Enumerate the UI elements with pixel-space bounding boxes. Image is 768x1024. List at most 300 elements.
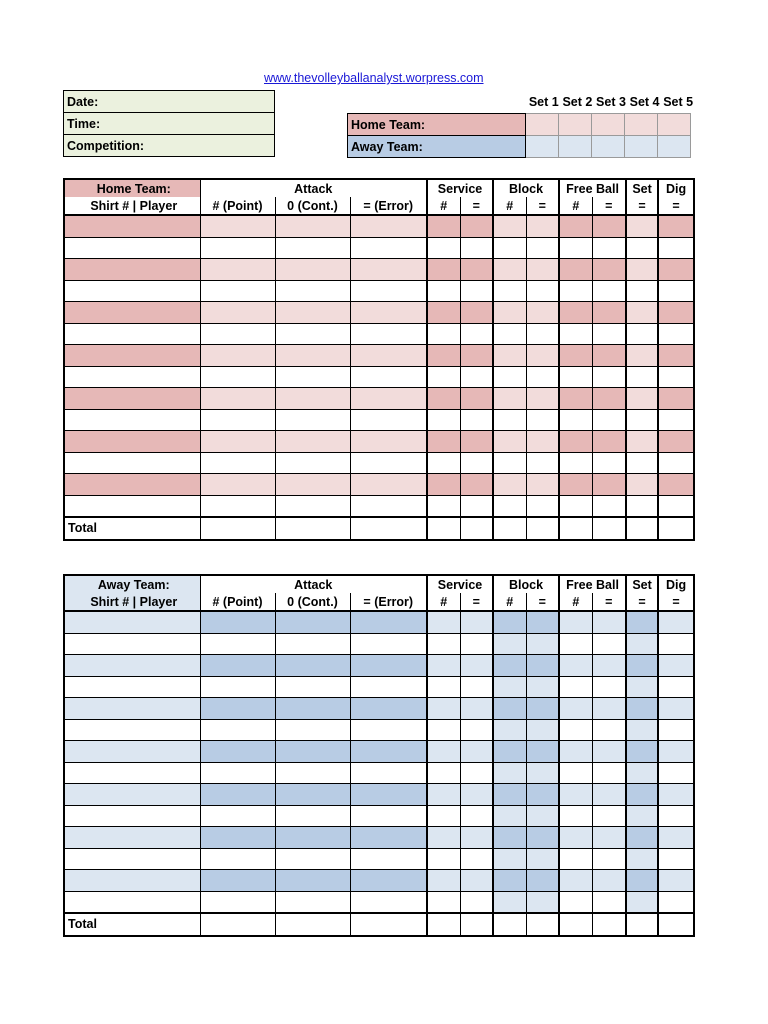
stat-cell[interactable] [592,280,626,302]
stat-cell[interactable] [658,655,694,677]
stat-cell[interactable] [460,237,493,259]
stat-cell[interactable] [493,655,526,677]
stat-cell[interactable] [493,302,526,324]
stat-cell[interactable] [658,827,694,849]
stat-cell[interactable] [200,805,275,827]
stat-cell[interactable] [526,848,559,870]
stat-cell[interactable] [350,891,427,913]
stat-cell[interactable] [658,474,694,496]
stat-cell[interactable] [200,345,275,367]
stat-cell[interactable] [493,215,526,237]
stat-cell[interactable] [350,827,427,849]
player-name-cell[interactable] [64,431,200,453]
stat-cell[interactable] [275,366,350,388]
stat-cell[interactable] [493,237,526,259]
stat-cell[interactable] [493,719,526,741]
stat-cell[interactable] [200,611,275,633]
player-name-cell[interactable] [64,741,200,763]
stat-cell[interactable] [526,719,559,741]
stat-cell[interactable] [427,611,460,633]
stat-cell[interactable] [658,409,694,431]
stat-cell[interactable] [626,431,658,453]
stat-cell[interactable] [526,409,559,431]
score-cell[interactable] [559,136,592,158]
stat-cell[interactable] [526,633,559,655]
stat-cell[interactable] [427,676,460,698]
stat-cell[interactable] [526,891,559,913]
stat-cell[interactable] [559,762,592,784]
stat-cell[interactable] [526,655,559,677]
stat-cell[interactable] [427,698,460,720]
stat-cell[interactable] [350,388,427,410]
stat-cell[interactable] [559,891,592,913]
stat-cell[interactable] [350,431,427,453]
stat-cell[interactable] [200,762,275,784]
stat-cell[interactable] [559,676,592,698]
stat-cell[interactable] [626,517,658,540]
stat-cell[interactable] [493,495,526,517]
stat-cell[interactable] [626,409,658,431]
stat-cell[interactable] [427,431,460,453]
stat-cell[interactable] [493,388,526,410]
stat-cell[interactable] [559,409,592,431]
stat-cell[interactable] [275,259,350,281]
stat-cell[interactable] [200,633,275,655]
stat-cell[interactable] [493,848,526,870]
stat-cell[interactable] [275,474,350,496]
stat-cell[interactable] [559,431,592,453]
stat-cell[interactable] [658,891,694,913]
stat-cell[interactable] [493,762,526,784]
stat-cell[interactable] [200,366,275,388]
stat-cell[interactable] [559,345,592,367]
stat-cell[interactable] [626,259,658,281]
stat-cell[interactable] [626,323,658,345]
stat-cell[interactable] [427,452,460,474]
stat-cell[interactable] [658,698,694,720]
stat-cell[interactable] [200,655,275,677]
stat-cell[interactable] [626,452,658,474]
score-cell[interactable] [526,114,559,136]
stat-cell[interactable] [626,345,658,367]
stat-cell[interactable] [493,891,526,913]
stat-cell[interactable] [658,913,694,936]
stat-cell[interactable] [460,633,493,655]
stat-cell[interactable] [493,827,526,849]
stat-cell[interactable] [626,827,658,849]
stat-cell[interactable] [427,409,460,431]
stat-cell[interactable] [559,698,592,720]
stat-cell[interactable] [493,431,526,453]
stat-cell[interactable] [200,302,275,324]
player-name-cell[interactable] [64,495,200,517]
stat-cell[interactable] [200,848,275,870]
stat-cell[interactable] [427,302,460,324]
stat-cell[interactable] [592,611,626,633]
player-name-cell[interactable] [64,611,200,633]
stat-cell[interactable] [626,611,658,633]
stat-cell[interactable] [493,698,526,720]
stat-cell[interactable] [626,805,658,827]
stat-cell[interactable] [460,655,493,677]
stat-cell[interactable] [658,237,694,259]
player-name-cell[interactable] [64,323,200,345]
stat-cell[interactable] [427,913,460,936]
stat-cell[interactable] [559,259,592,281]
stat-cell[interactable] [275,633,350,655]
stat-cell[interactable] [460,848,493,870]
stat-cell[interactable] [460,345,493,367]
score-cell[interactable] [559,114,592,136]
stat-cell[interactable] [460,409,493,431]
stat-cell[interactable] [350,805,427,827]
stat-cell[interactable] [493,784,526,806]
stat-cell[interactable] [526,431,559,453]
stat-cell[interactable] [460,323,493,345]
stat-cell[interactable] [350,655,427,677]
stat-cell[interactable] [275,805,350,827]
stat-cell[interactable] [626,762,658,784]
stat-cell[interactable] [559,517,592,540]
stat-cell[interactable] [526,827,559,849]
stat-cell[interactable] [592,345,626,367]
stat-cell[interactable] [493,805,526,827]
stat-cell[interactable] [350,345,427,367]
stat-cell[interactable] [493,280,526,302]
score-cell[interactable] [625,114,658,136]
stat-cell[interactable] [658,431,694,453]
stat-cell[interactable] [427,827,460,849]
stat-cell[interactable] [275,891,350,913]
stat-cell[interactable] [460,913,493,936]
stat-cell[interactable] [427,655,460,677]
player-name-cell[interactable] [64,698,200,720]
stat-cell[interactable] [526,805,559,827]
stat-cell[interactable] [427,633,460,655]
stat-cell[interactable] [200,388,275,410]
player-name-cell[interactable] [64,848,200,870]
stat-cell[interactable] [427,848,460,870]
stat-cell[interactable] [658,633,694,655]
stat-cell[interactable] [559,741,592,763]
player-name-cell[interactable] [64,784,200,806]
stat-cell[interactable] [350,280,427,302]
stat-cell[interactable] [626,280,658,302]
stat-cell[interactable] [427,474,460,496]
stat-cell[interactable] [592,259,626,281]
stat-cell[interactable] [350,762,427,784]
stat-cell[interactable] [526,452,559,474]
stat-cell[interactable] [275,784,350,806]
stat-cell[interactable] [200,827,275,849]
player-name-cell[interactable] [64,805,200,827]
player-name-cell[interactable] [64,633,200,655]
stat-cell[interactable] [626,698,658,720]
stat-cell[interactable] [626,913,658,936]
stat-cell[interactable] [626,741,658,763]
stat-cell[interactable] [526,345,559,367]
stat-cell[interactable] [275,655,350,677]
stat-cell[interactable] [200,698,275,720]
score-cell[interactable] [658,136,691,158]
stat-cell[interactable] [350,452,427,474]
stat-cell[interactable] [427,259,460,281]
stat-cell[interactable] [626,676,658,698]
stat-cell[interactable] [350,784,427,806]
stat-cell[interactable] [200,431,275,453]
stat-cell[interactable] [275,431,350,453]
score-cell[interactable] [526,136,559,158]
stat-cell[interactable] [526,698,559,720]
score-cell[interactable] [592,114,625,136]
stat-cell[interactable] [460,805,493,827]
stat-cell[interactable] [626,870,658,892]
stat-cell[interactable] [559,323,592,345]
stat-cell[interactable] [275,215,350,237]
player-name-cell[interactable] [64,366,200,388]
stat-cell[interactable] [493,913,526,936]
stat-cell[interactable] [592,891,626,913]
stat-cell[interactable] [275,848,350,870]
stat-cell[interactable] [460,366,493,388]
website-link[interactable]: www.thevolleyballanalyst.worpress.com [264,71,484,85]
stat-cell[interactable] [592,215,626,237]
stat-cell[interactable] [275,409,350,431]
player-name-cell[interactable] [64,891,200,913]
stat-cell[interactable] [658,280,694,302]
stat-cell[interactable] [526,366,559,388]
stat-cell[interactable] [275,611,350,633]
stat-cell[interactable] [350,215,427,237]
stat-cell[interactable] [526,259,559,281]
stat-cell[interactable] [658,517,694,540]
stat-cell[interactable] [592,805,626,827]
player-name-cell[interactable] [64,452,200,474]
stat-cell[interactable] [350,517,427,540]
stat-cell[interactable] [275,762,350,784]
stat-cell[interactable] [200,517,275,540]
stat-cell[interactable] [559,474,592,496]
score-cell[interactable] [625,136,658,158]
stat-cell[interactable] [427,870,460,892]
stat-cell[interactable] [592,366,626,388]
time-field[interactable]: Time: [64,113,275,135]
stat-cell[interactable] [200,719,275,741]
player-name-cell[interactable] [64,388,200,410]
stat-cell[interactable] [658,452,694,474]
stat-cell[interactable] [350,474,427,496]
stat-cell[interactable] [559,452,592,474]
stat-cell[interactable] [200,870,275,892]
stat-cell[interactable] [626,784,658,806]
stat-cell[interactable] [427,741,460,763]
stat-cell[interactable] [350,302,427,324]
stat-cell[interactable] [592,237,626,259]
stat-cell[interactable] [559,848,592,870]
stat-cell[interactable] [275,719,350,741]
stat-cell[interactable] [200,741,275,763]
stat-cell[interactable] [275,280,350,302]
stat-cell[interactable] [493,452,526,474]
stat-cell[interactable] [658,302,694,324]
stat-cell[interactable] [493,345,526,367]
stat-cell[interactable] [626,633,658,655]
player-name-cell[interactable] [64,302,200,324]
stat-cell[interactable] [275,323,350,345]
stat-cell[interactable] [592,409,626,431]
stat-cell[interactable] [526,237,559,259]
stat-cell[interactable] [592,388,626,410]
stat-cell[interactable] [658,215,694,237]
stat-cell[interactable] [460,495,493,517]
stat-cell[interactable] [526,302,559,324]
stat-cell[interactable] [427,388,460,410]
stat-cell[interactable] [493,633,526,655]
stat-cell[interactable] [275,517,350,540]
stat-cell[interactable] [350,366,427,388]
stat-cell[interactable] [592,431,626,453]
stat-cell[interactable] [460,517,493,540]
stat-cell[interactable] [592,474,626,496]
stat-cell[interactable] [592,698,626,720]
stat-cell[interactable] [592,719,626,741]
stat-cell[interactable] [350,698,427,720]
stat-cell[interactable] [626,474,658,496]
stat-cell[interactable] [493,409,526,431]
stat-cell[interactable] [526,913,559,936]
player-name-cell[interactable] [64,870,200,892]
stat-cell[interactable] [526,280,559,302]
stat-cell[interactable] [493,323,526,345]
stat-cell[interactable] [493,676,526,698]
score-cell[interactable] [592,136,625,158]
stat-cell[interactable] [200,452,275,474]
stat-cell[interactable] [626,366,658,388]
stat-cell[interactable] [460,611,493,633]
stat-cell[interactable] [592,495,626,517]
stat-cell[interactable] [592,913,626,936]
stat-cell[interactable] [200,237,275,259]
stat-cell[interactable] [526,388,559,410]
stat-cell[interactable] [460,762,493,784]
stat-cell[interactable] [200,784,275,806]
stat-cell[interactable] [200,676,275,698]
stat-cell[interactable] [350,719,427,741]
stat-cell[interactable] [526,495,559,517]
stat-cell[interactable] [493,259,526,281]
stat-cell[interactable] [658,495,694,517]
stat-cell[interactable] [350,611,427,633]
stat-cell[interactable] [275,452,350,474]
stat-cell[interactable] [460,827,493,849]
stat-cell[interactable] [526,474,559,496]
stat-cell[interactable] [427,215,460,237]
stat-cell[interactable] [460,891,493,913]
stat-cell[interactable] [493,741,526,763]
stat-cell[interactable] [658,366,694,388]
stat-cell[interactable] [350,741,427,763]
stat-cell[interactable] [200,913,275,936]
stat-cell[interactable] [493,870,526,892]
stat-cell[interactable] [350,237,427,259]
stat-cell[interactable] [626,215,658,237]
stat-cell[interactable] [350,633,427,655]
stat-cell[interactable] [275,676,350,698]
stat-cell[interactable] [275,302,350,324]
competition-field[interactable]: Competition: [64,135,275,157]
stat-cell[interactable] [275,870,350,892]
stat-cell[interactable] [626,891,658,913]
stat-cell[interactable] [460,741,493,763]
stat-cell[interactable] [592,302,626,324]
stat-cell[interactable] [592,452,626,474]
stat-cell[interactable] [559,913,592,936]
stat-cell[interactable] [460,388,493,410]
stat-cell[interactable] [275,741,350,763]
stat-cell[interactable] [427,237,460,259]
stat-cell[interactable] [626,495,658,517]
stat-cell[interactable] [200,280,275,302]
player-name-cell[interactable] [64,237,200,259]
stat-cell[interactable] [350,409,427,431]
stat-cell[interactable] [427,366,460,388]
date-field[interactable]: Date: [64,91,275,113]
stat-cell[interactable] [200,495,275,517]
stat-cell[interactable] [275,698,350,720]
stat-cell[interactable] [658,870,694,892]
stat-cell[interactable] [427,762,460,784]
stat-cell[interactable] [559,870,592,892]
stat-cell[interactable] [658,345,694,367]
stat-cell[interactable] [275,345,350,367]
player-name-cell[interactable] [64,280,200,302]
player-name-cell[interactable] [64,655,200,677]
stat-cell[interactable] [493,517,526,540]
stat-cell[interactable] [559,805,592,827]
stat-cell[interactable] [427,323,460,345]
stat-cell[interactable] [275,827,350,849]
score-cell[interactable] [658,114,691,136]
stat-cell[interactable] [460,698,493,720]
stat-cell[interactable] [275,388,350,410]
stat-cell[interactable] [658,719,694,741]
stat-cell[interactable] [350,676,427,698]
stat-cell[interactable] [350,913,427,936]
stat-cell[interactable] [559,633,592,655]
player-name-cell[interactable] [64,827,200,849]
stat-cell[interactable] [460,452,493,474]
stat-cell[interactable] [526,215,559,237]
stat-cell[interactable] [427,280,460,302]
stat-cell[interactable] [559,237,592,259]
stat-cell[interactable] [658,741,694,763]
stat-cell[interactable] [526,784,559,806]
stat-cell[interactable] [559,655,592,677]
player-name-cell[interactable] [64,345,200,367]
stat-cell[interactable] [658,259,694,281]
stat-cell[interactable] [460,280,493,302]
stat-cell[interactable] [658,784,694,806]
stat-cell[interactable] [200,891,275,913]
player-name-cell[interactable] [64,762,200,784]
stat-cell[interactable] [460,215,493,237]
stat-cell[interactable] [592,676,626,698]
stat-cell[interactable] [427,805,460,827]
stat-cell[interactable] [526,611,559,633]
stat-cell[interactable] [350,848,427,870]
player-name-cell[interactable] [64,719,200,741]
stat-cell[interactable] [559,784,592,806]
